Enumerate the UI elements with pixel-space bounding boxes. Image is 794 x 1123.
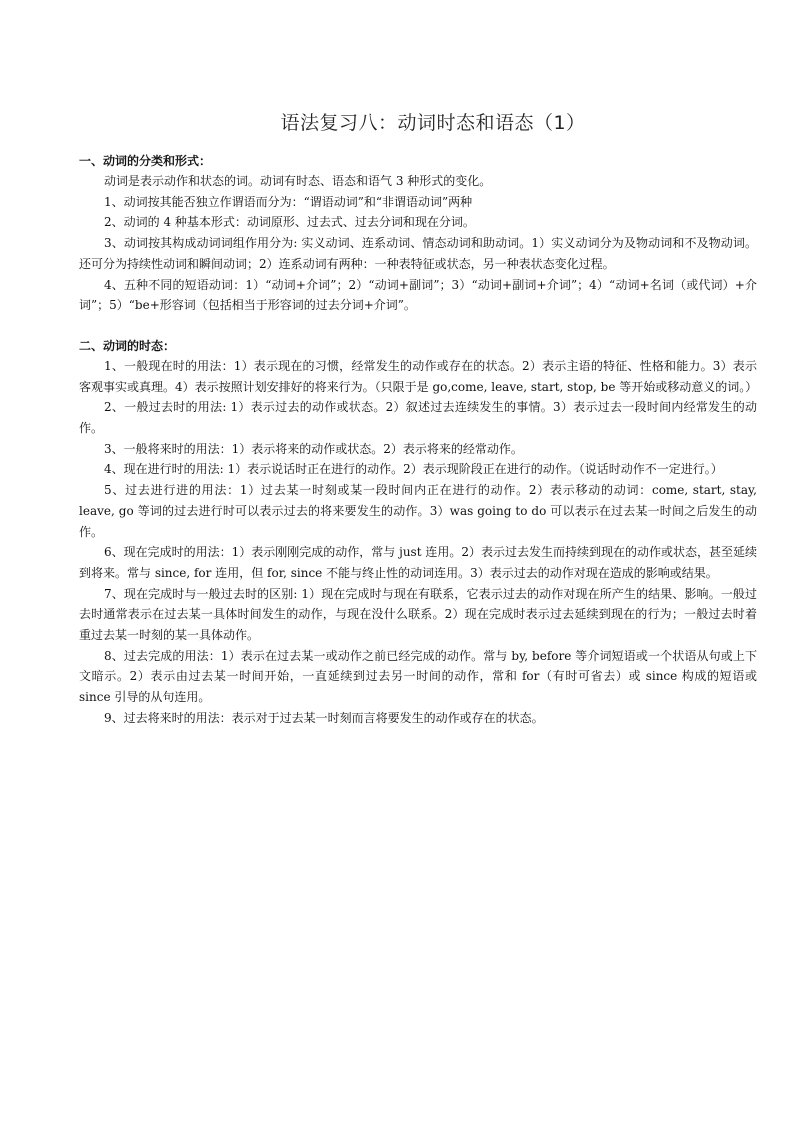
- paragraph: 9、过去将来时的用法：表示对于过去某一时刻而言将要发生的动作或存在的状态。: [104, 710, 544, 725]
- paragraph: 2、动词的 4 种基本形式：动词原形、过去式、过去分词和现在分词。: [104, 215, 475, 230]
- paragraph: 动词是表示动作和状态的词。动词有时态、语态和语气 3 种形式的变化。: [104, 174, 492, 188]
- section-spacer: [79, 316, 757, 336]
- page-title: 语法复习八：动词时态和语态（1）: [280, 112, 586, 134]
- paragraph: 4、现在进行时的用法: 1）表示说话时正在进行的动作。2）表示现阶段正在进行的动作。（说话时动作不一定进行。）: [104, 462, 723, 477]
- paragraph: 6、现在完成时的用法：1）表示刚刚完成的动作，常与 just 连用。2）表示过去发生而持续到现在的动作或状态，甚至延续到将来。常与 since, for 连用，但 for, since 不能与终止性的动词连用。3）表示过去的动作对现在造成的影响或结果。: [79, 545, 757, 580]
- paragraph: 5、过去进行进的用法：1）过去某一时刻或某一段时间内正在进行的动作。2）表示移动的动词：come, start, stay, leave, go 等词的过去进行时可以表示过去的将来要发生的动作。3）was going to do 可以表示在过去某一时间之后发生的动作。: [79, 483, 757, 539]
- section-heading: 二、动词的时态：: [79, 338, 176, 353]
- section-verb-tenses: [79, 336, 757, 729]
- paragraph: 4、五种不同的短语动词：1）“动词+介词”；2）“动词+副词”；3）“动词+副词+介词”；4）“动词+名词（或代词）+介词”；5）“be+形容词（包括相当于形容词的过去分词+介词”。: [79, 277, 757, 313]
- section-verb-classification: [79, 151, 757, 316]
- paragraph: 2、一般过去时的用法: 1）表示过去的动作或状态。2）叙述过去连续发生的事情。3）表示过去一段时间内经常发生的动作。: [79, 400, 757, 436]
- paragraph: 1、一般现在时的用法：1）表示现在的习惯，经常发生的动作或存在的状态。2）表示主语的特征、性格和能力。3）表示客观事实或真理。4）表示按照计划安排好的将来行为。（只限于是 go,come, leave, start, stop, be 等开始或移动意义的词。）: [79, 358, 758, 394]
- section-heading: 一、动词的分类和形式：: [79, 154, 212, 168]
- paragraph: 3、一般将来时的用法：1）表示将来的动作或状态。2）表示将来的经常动作。: [104, 441, 523, 456]
- paragraph: 8、过去完成的用法：1）表示在过去某一或动作之前已经完成的动作。常与 by, before 等介词短语或一个状语从句或上下文暗示。2）表示由过去某一时间开始，一直延续到过去另一时间的动作，常和 for（有时可省去）或 since 构成的短语或 since 引导的从句连用。: [79, 648, 757, 705]
- paragraph: 1、动词按其能否独立作谓语而分为：“谓语动词”和“非谓语动词”两种: [104, 194, 473, 209]
- document-page: [79, 108, 757, 729]
- paragraph: 7、现在完成时与一般过去时的区别: 1）现在完成时与现在有联系，它表示过去的动作对现在所产生的结果、影响。一般过去时通常表示在过去某一具体时间发生的动作，与现在没什么联系。2）现在完成时表示过去延续到现在的行为；一般过去时着重过去某一时刻的某一具体动作。: [79, 586, 757, 643]
- paragraph: 3、动词按其构成动词词组作用分为: 实义动词、连系动词、情态动词和助动词。1）实义动词分为及物动词和不及物动词。还可分为持续性动词和瞬间动词；2）连系动词有两种：一种表特征或状态，另一种表状态变化过程。: [79, 236, 757, 271]
